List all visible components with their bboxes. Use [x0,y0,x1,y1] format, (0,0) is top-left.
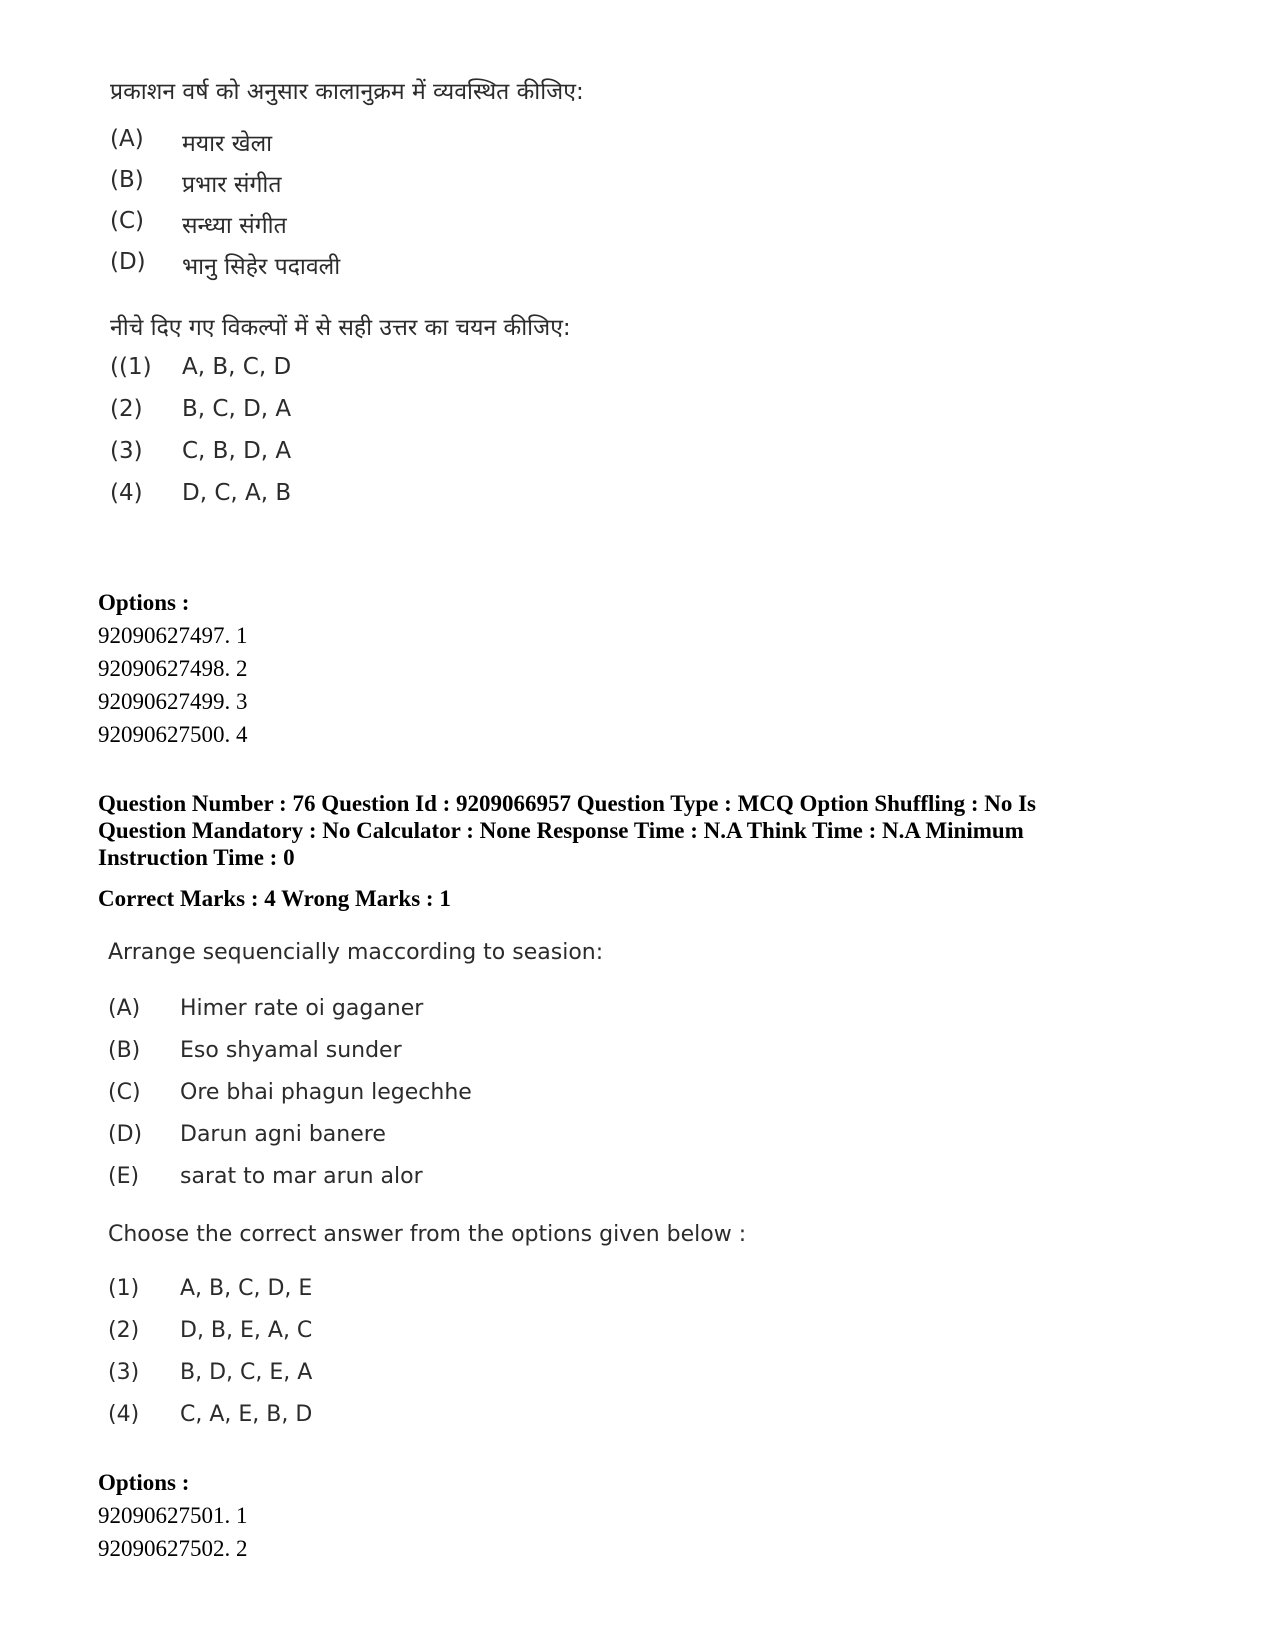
answer-tag: ((1) [110,354,152,380]
option-line: 92090627499. 3 [98,689,248,714]
question-image-76 [108,940,868,1427]
answer-text: B, D, C, E, A [180,1360,313,1385]
item-tag: (C) [110,208,145,234]
question-meta: Question Number : 76 Question Id : 9209066957 Question Type : MCQ Option Shuffling : No Is Question Mandatory : No Calculator : None Response Time : N.A Think Time : N.A Minimum Instruction Time : 0 [98,791,1037,870]
item-tag: (E) [108,1164,140,1189]
option-line: 92090627501. 1 [98,1503,248,1528]
item-text: भानु सिहेर पदावली [182,254,341,280]
answer-text: C, B, D, A [182,438,292,464]
item-text: Himer rate oi gaganer [180,996,424,1021]
answer-text: D, C, A, B [182,480,292,506]
option-line: 92090627500. 4 [98,722,248,747]
answer-text: B, C, D, A [182,396,292,422]
answer-text: A, B, C, D [182,354,292,380]
answer-tag: (4) [110,480,143,506]
option-line: 92090627502. 2 [98,1536,248,1561]
choose-instruction: Choose the correct answer from the options given below : [108,1222,747,1247]
answer-tag: (3) [110,438,143,464]
option-line: 92090627498. 2 [98,656,248,681]
item-text: Eso shyamal sunder [180,1038,402,1063]
item-tag: (B) [110,167,144,193]
item-text: Darun agni banere [180,1122,386,1147]
answer-tag: (3) [108,1360,140,1385]
item-tag: (D) [108,1122,143,1147]
option-line: 92090627497. 1 [98,623,248,648]
item-text: Ore bhai phagun legechhe [180,1080,472,1105]
question-image-prev [110,64,810,534]
answer-tag: (2) [108,1318,140,1343]
item-tag: (A) [108,996,141,1021]
options-label: Options : [98,590,190,615]
item-tag: (D) [110,249,146,275]
item-tag: (B) [108,1038,141,1063]
item-text: प्रभार संगीत [182,172,282,198]
item-text: सन्ध्या संगीत [182,213,287,239]
question-prompt: Arrange sequencially maccording to seasion: [108,940,604,965]
item-text: मयार खेला [182,131,273,157]
choose-instruction: नीचे दिए गए विकल्पों में से सही उत्तर का चयन कीजिए: [110,315,571,341]
question-prompt: प्रकाशन वर्ष को अनुसार कालानुक्रम में व्यवस्थित कीजिए: [110,79,584,105]
answer-text: A, B, C, D, E [180,1276,313,1301]
question-marks: Correct Marks : 4 Wrong Marks : 1 [98,886,451,911]
item-tag: (A) [110,126,144,152]
answer-tag: (1) [108,1276,140,1301]
answer-text: C, A, E, B, D [180,1402,313,1427]
answer-tag: (2) [110,396,143,422]
answer-tag: (4) [108,1402,140,1427]
options-label: Options : [98,1470,190,1495]
item-text: sarat to mar arun alor [180,1164,423,1189]
item-tag: (C) [108,1080,141,1105]
answer-text: D, B, E, A, C [180,1318,313,1343]
